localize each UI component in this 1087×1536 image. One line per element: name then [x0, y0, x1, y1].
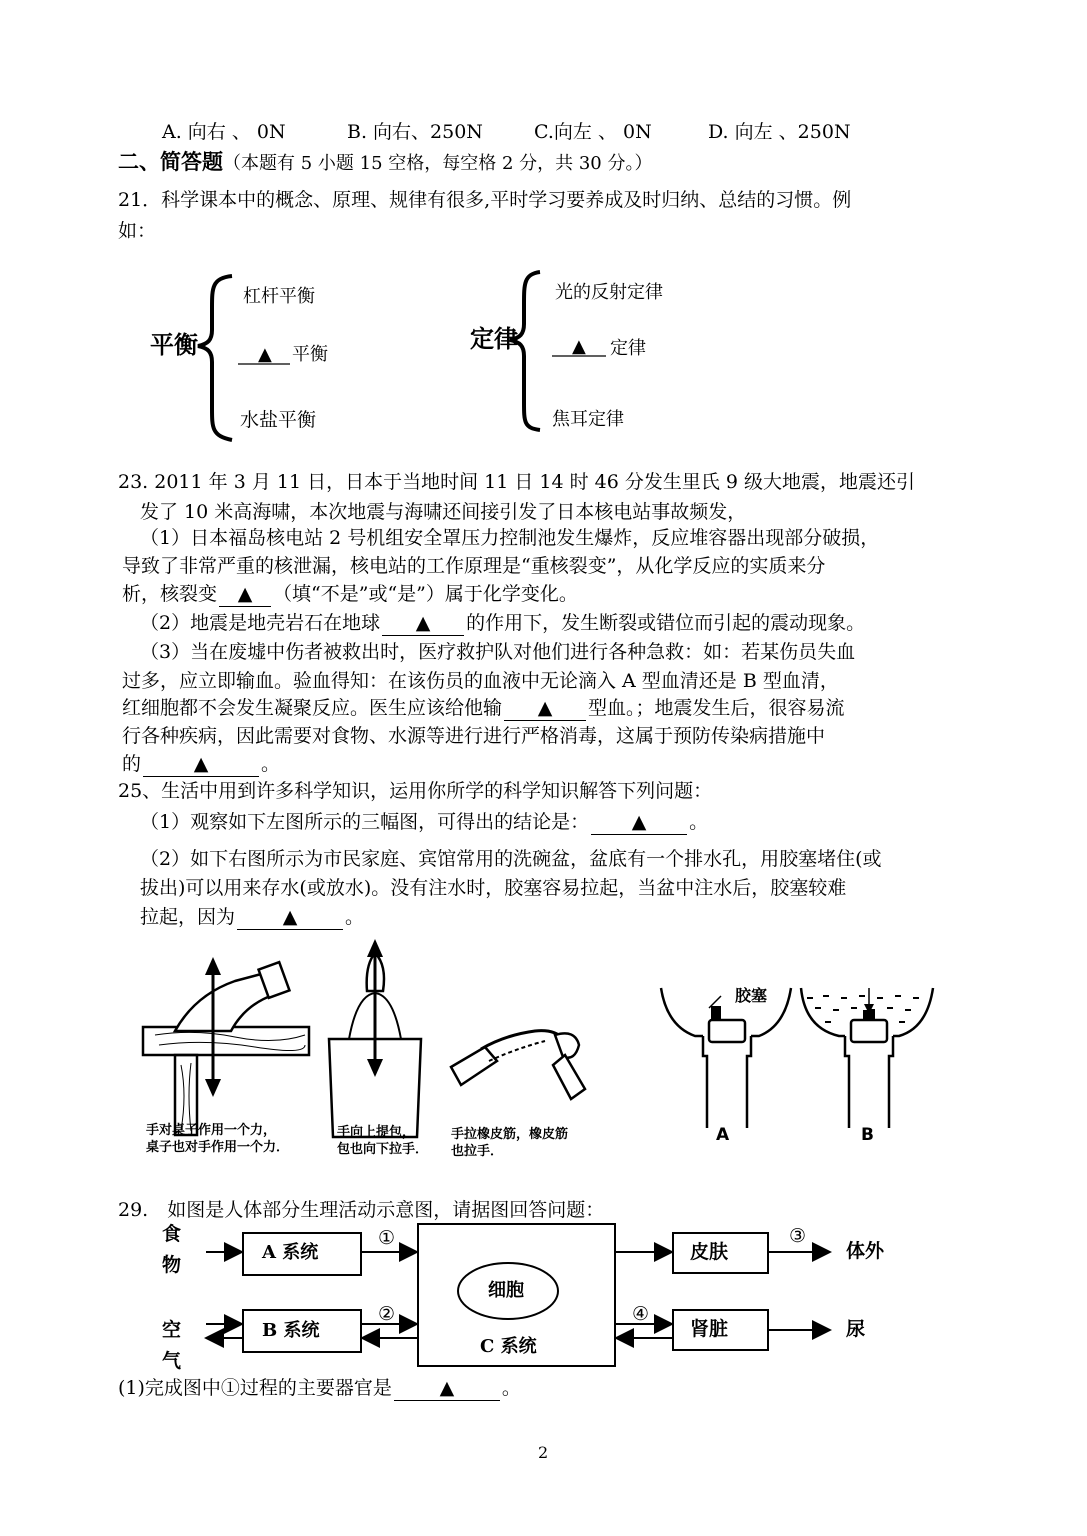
page-number: 2 — [538, 1443, 549, 1462]
q23-line2: 发了 10 米高海啸，本次地震与海啸还间接引发了日本核电站事故频发， — [140, 501, 747, 523]
q29-sub1-end: 。 — [501, 1377, 521, 1399]
basin-a — [661, 988, 791, 1128]
q23-p1-line2: 导致了非常严重的核泄漏，核电站的工作原理是“重核裂变”，从化学反应的实质来分 — [122, 555, 826, 577]
rubber-band-illustration — [445, 1005, 605, 1115]
label-air-1: 空 — [162, 1319, 182, 1341]
label-cell: 细胞 — [488, 1280, 524, 1301]
q21-right-blank-mark: ▲ — [572, 336, 586, 357]
q23-line1: 23. 2011 年 3 月 11 日，日本于当地时间 11 日 14 时 46 分发生里氏 9 级大地震，地震还引 — [118, 471, 916, 493]
caption-3-line1: 手拉橡皮筋，橡皮筋 — [451, 1127, 569, 1142]
q23-p3-line1: （3）当在废墟中伤者被救出时，医疗救护队对他们进行各种急救：如：若某伤员失血 — [140, 641, 856, 663]
left-brace-icon — [198, 276, 232, 440]
q25-blank-2[interactable]: ▲ — [237, 905, 343, 930]
q23-blank-4[interactable]: ▲ — [143, 752, 259, 777]
caption-3 — [451, 1126, 568, 1160]
basin-diagrams — [655, 978, 945, 1128]
q23-p3-line3 — [122, 694, 845, 722]
q21-left-head: 平衡 — [150, 330, 198, 359]
table-hand-illustration — [143, 957, 309, 1135]
q21-left-item-1: 杠杆平衡 — [243, 286, 315, 307]
basin-b-label: B — [861, 1125, 874, 1145]
q23-p3-line3-text-b: 型血。；地震发生后，很容易流 — [588, 697, 845, 719]
q25-p2-line3-end: 。 — [345, 906, 365, 928]
q23-p3-line5-end: 。 — [261, 753, 281, 775]
caption-2 — [337, 1124, 428, 1158]
q25-force-illustrations — [135, 935, 455, 1150]
q25-p2-line1: （2）如下右图所示为市民家庭、宾馆常用的洗碗盆，盆底有一个排水孔，用胶塞堵住(或 — [140, 848, 882, 870]
q25-line1: 25、生活中用到许多科学知识，运用你所学的科学知识解答下列问题： — [118, 780, 713, 802]
q21-right-item-1: 光的反射定律 — [555, 282, 663, 303]
q21-line1: 21．科学课本中的概念、原理、规律有很多,平时学习要养成及时归纳、总结的习惯。例 — [118, 189, 852, 211]
q25-p1-end: 。 — [689, 811, 709, 833]
q25-p2-line3-text: 拉起，因为 — [140, 906, 236, 928]
label-step-2: ② — [378, 1303, 396, 1325]
q25-p2-line3 — [140, 903, 364, 931]
q29-sub1 — [118, 1374, 521, 1402]
q21-right-item-3: 焦耳定律 — [552, 409, 624, 430]
q25-blank-1[interactable]: ▲ — [591, 810, 687, 835]
caption-1 — [146, 1122, 289, 1156]
q23-p2-text: （2）地震是地壳岩石在地球 — [140, 612, 381, 634]
q25-p2-line2: 拔出)可以用来存水(或放水)。没有注水时，胶塞容易拉起，当盆中注水后，胶塞较难 — [140, 877, 847, 899]
q21-line2: 如： — [118, 220, 157, 242]
label-food-2: 物 — [162, 1254, 182, 1276]
q23-p3-line5 — [122, 750, 280, 778]
q23-p1-line3-text: 析，核裂变 — [122, 583, 218, 605]
q21-left-blank-mark: ▲ — [258, 344, 272, 365]
q23-p3-line4: 行各种疾病，因此需要对食物、水源等进行进行严格消毒，这属于预防传染病措施中 — [122, 725, 826, 747]
label-urine: 尿 — [846, 1318, 866, 1340]
caption-1-line2: 桌子也对手作用一个力． — [146, 1140, 290, 1155]
q25-p1 — [140, 808, 708, 836]
q23-blank-1[interactable]: ▲ — [219, 582, 271, 607]
q23-blank-3[interactable]: ▲ — [504, 696, 586, 721]
q23-p1-line1: （1）日本福岛核电站 2 号机组安全罩压力控制池发生爆炸，反应堆容器出现部分破损， — [140, 527, 880, 549]
q21-left-item-2: 平衡 — [292, 344, 328, 365]
q21-left-item-3: 水盐平衡 — [240, 409, 317, 431]
q23-p3-line3-text: 红细胞都不会发生凝聚反应。医生应该给他输 — [122, 697, 503, 719]
label-kidney: 肾脏 — [690, 1318, 729, 1340]
q29-line1: 29. 如图是人体部分生理活动示意图，请据图回答问题： — [118, 1199, 605, 1221]
q20-option-a: A. 向右 、 0N — [162, 121, 286, 143]
label-food-1: 食 — [162, 1223, 182, 1245]
q23-p1-line3 — [122, 580, 578, 608]
q23-blank-2[interactable]: ▲ — [382, 611, 464, 636]
label-step-3: ③ — [789, 1225, 807, 1247]
label-skin: 皮肤 — [690, 1241, 729, 1263]
q25-p1-text: （1）观察如下左图所示的三幅图，可得出的结论是： — [140, 811, 590, 833]
q29-blank-1[interactable]: ▲ — [394, 1376, 500, 1401]
bag-hand-illustration — [329, 939, 421, 1137]
caption-3-line2: 也拉手． — [451, 1144, 504, 1159]
basin-stopper-label: 胶塞 — [735, 986, 768, 1005]
basin-b — [801, 988, 933, 1128]
q23-p1-line3-text-b: （填“不是”或“是”）属于化学变化。 — [273, 583, 578, 605]
q23-p2-text-b: 的作用下，发生断裂或错位而引起的震动现象。 — [466, 612, 866, 634]
section-note: （本题有 5 小题 15 空格，每空格 2 分，共 30 分。） — [223, 153, 653, 174]
label-a-system: A 系统 — [262, 1242, 319, 1263]
label-step-1: ① — [378, 1227, 396, 1249]
q20-option-d: D. 向左 、250N — [708, 121, 851, 143]
q20-option-b: B. 向右、250N — [347, 121, 483, 143]
caption-2-line1: 手向上提包， — [337, 1125, 416, 1140]
q20-option-c: C.向左 、 0N — [534, 121, 652, 143]
section-heading: 二、简答题 — [118, 149, 223, 174]
q21-right-head: 定律 — [470, 324, 518, 353]
basin-a-label: A — [716, 1125, 730, 1145]
section-title — [118, 147, 653, 179]
label-step-4: ④ — [632, 1303, 650, 1325]
q21-right-item-2: 定律 — [610, 338, 646, 359]
label-c-system: C 系统 — [480, 1336, 537, 1357]
caption-1-line1: 手对桌子作用一个力， — [146, 1123, 277, 1138]
q29-sub1-text: (1)完成图中①过程的主要器官是 — [118, 1377, 392, 1399]
label-air-2: 气 — [162, 1350, 182, 1372]
caption-2-line2: 包也向下拉手． — [337, 1142, 429, 1157]
label-outside: 体外 — [846, 1240, 885, 1262]
q23-p3-line2: 过多，应立即输血。验血得知：在该伤员的血液中无论滴入 A 型血清还是 B 型血清， — [122, 670, 839, 692]
q23-p2 — [140, 609, 865, 637]
label-b-system: B 系统 — [262, 1320, 320, 1341]
q23-p3-line5-text: 的 — [122, 753, 142, 775]
